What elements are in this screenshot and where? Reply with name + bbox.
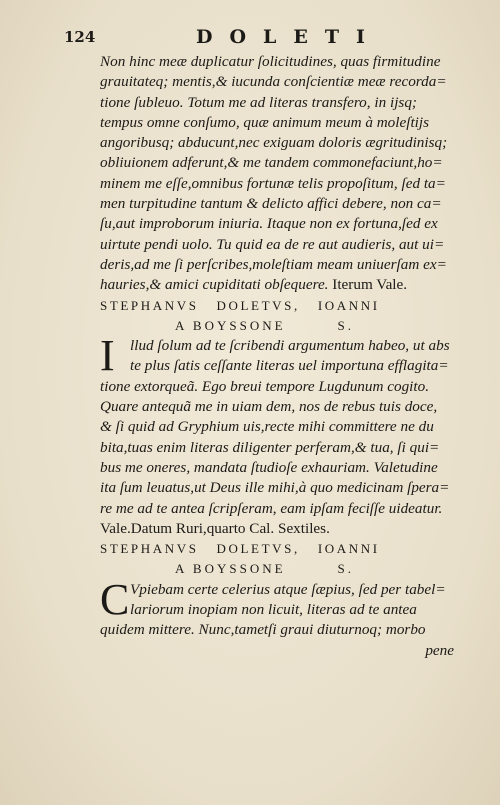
text-line: obliuionem adferunt,& me tandem commonefaciunt,ho=: [100, 154, 443, 172]
letter-heading-line-2: [100, 559, 466, 579]
letter-heading: [100, 296, 466, 316]
recipient-surname: A BOYSSONE: [175, 317, 286, 333]
valediction: Iterum Vale.: [332, 276, 408, 294]
closing-text: hauries,& amici cupiditati obſequere.: [100, 276, 329, 294]
text-line: men turpitudine tantum & delicto affici debere, non ca=: [100, 195, 442, 213]
text-line: te plus ſatis ceſſante literas uel importuna efflagita=: [130, 357, 449, 375]
text-line: quidem mittere. Nunc,tametſi graui diuturnoq; morbo: [100, 621, 426, 639]
text-line: lariorum inopiam non licuit, literas ad te antea: [130, 601, 417, 619]
recipient-name: IOANNI: [317, 541, 380, 557]
page-number: 124: [64, 28, 96, 46]
text-line: bus me oneres, mandata ſtudioſe exhauriam. Valetudine: [100, 458, 438, 476]
text-block: [100, 52, 466, 661]
letter-3-body: [100, 574, 466, 661]
text-line: bita,tuas enim literas diligenter perferam,& tua, ſi qui=: [100, 438, 440, 456]
text-line: minem me eſſe,omnibus fortunæ telis propoſitum, ſed ta=: [100, 174, 446, 192]
text-line: Vale.Datum Ruri,quarto Cal. Sextiles.: [100, 519, 330, 537]
letter-heading: [100, 539, 466, 559]
sender-name: STEPHANVS: [100, 297, 199, 313]
text-line: [100, 275, 466, 295]
salutation: S.: [337, 317, 355, 333]
text-line: angoribusq; abducunt,nec exiguam doloris ægritudinisq;: [100, 134, 448, 152]
letter-2-body: [100, 331, 466, 539]
text-line: tempus omne conſumo, quæ animum meum à moleſtijs: [100, 113, 430, 131]
sender-surname: DOLETVS,: [216, 541, 300, 557]
text-line: ſu,aut improborum iniuria. Itaque non ex fortuna,ſed ex: [100, 215, 438, 233]
drop-cap: I: [100, 331, 115, 381]
drop-cap: C: [100, 574, 130, 624]
catchword: pene: [425, 641, 454, 659]
text-line: Vpiebam certe celerius atque ſæpius, ſed per tabel=: [130, 580, 446, 598]
text-line: Quare antequã me in uiam dem, nos de rebus tuis doce,: [100, 398, 438, 416]
text-line: tione extorqueã. Ego breui tempore Lugdunum cogito.: [100, 377, 430, 395]
text-line: tione ſubleuo. Totum me ad literas transfero, in ijsq;: [100, 93, 417, 111]
text-line: deris,ad me ſi perſcribes,moleſtiam meam uniuerſam ex=: [100, 255, 447, 273]
text-line: re me ad te antea ſcripſeram, eam ipſam feciſſe uideatur.: [100, 499, 443, 517]
running-head: [0, 26, 500, 48]
salutation: S.: [337, 561, 355, 577]
sender-name: STEPHANVS: [100, 541, 199, 557]
recipient-surname: A BOYSSONE: [175, 561, 286, 577]
text-line: ita ſum leuatus,ut Deus ille mihi,à quo medicinam ſpera=: [100, 479, 450, 497]
text-line: llud ſolum ad te ſcribendi argumentum habeo, ut abs: [130, 337, 450, 355]
running-title: DOLETI: [196, 26, 382, 48]
text-line: uirtute pendi uolo. Tu quid ea de re aut audieris, aut ui=: [100, 235, 445, 253]
letter-1-conclusion: [100, 52, 466, 296]
text-line: Non hinc meæ duplicatur ſolicitudines, quas firmitudine: [100, 53, 441, 70]
sender-surname: DOLETVS,: [216, 297, 300, 313]
letter-heading-line-2: [100, 316, 466, 336]
recipient-name: IOANNI: [317, 297, 380, 313]
text-line: & ſi quid ad Gryphium uis,recte mihi committere ne du: [100, 418, 434, 436]
text-line: grauitateq; mentis,& iucunda conſcientiæ meæ recorda=: [100, 73, 447, 91]
